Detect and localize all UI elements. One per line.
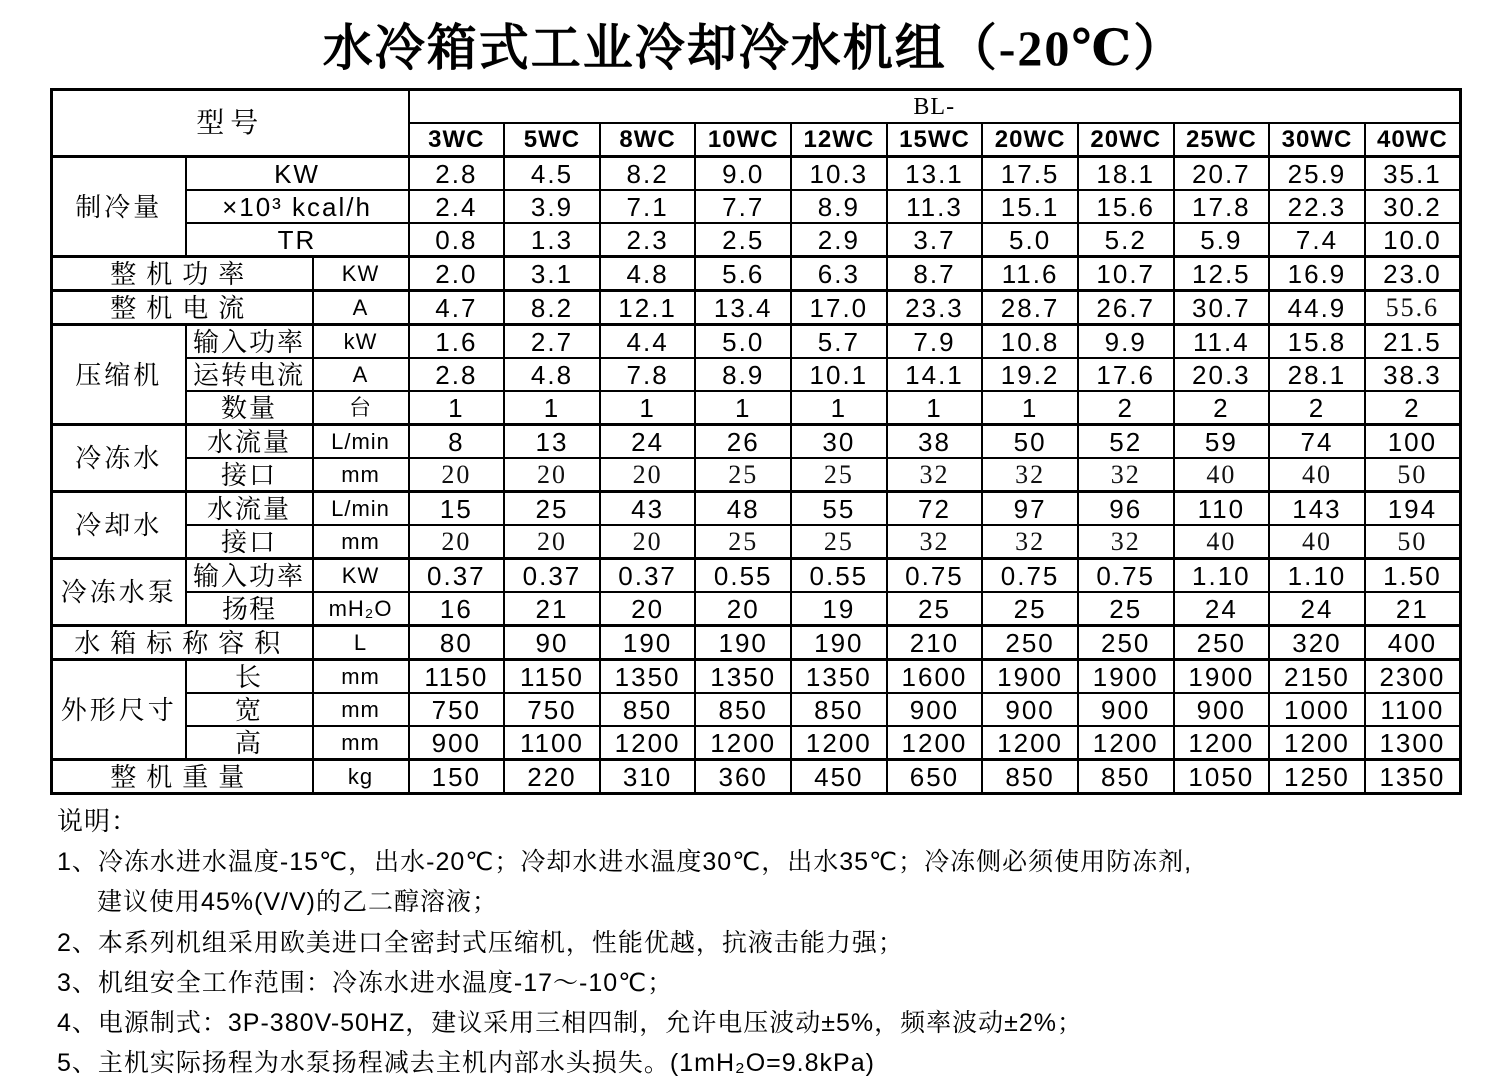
value-cell: 143: [1269, 492, 1365, 526]
value-cell: 1600: [887, 660, 983, 694]
value-cell: 1150: [409, 660, 505, 694]
value-cell: 9.0: [695, 157, 791, 191]
value-cell: 1350: [791, 660, 887, 694]
value-cell: 850: [600, 693, 696, 726]
value-cell: 900: [1174, 693, 1270, 726]
value-cell: 40: [1269, 525, 1365, 559]
value-cell: 1100: [504, 726, 600, 760]
value-cell: 5.0: [695, 325, 791, 359]
value-cell: 850: [1078, 760, 1174, 794]
value-cell: 850: [695, 693, 791, 726]
value-cell: 8.9: [695, 358, 791, 391]
row-label: 输入功率: [186, 559, 313, 593]
value-cell: 1: [600, 391, 696, 425]
value-cell: 26.7: [1078, 291, 1174, 325]
value-cell: 59: [1174, 425, 1270, 459]
row-label: 长: [186, 660, 313, 694]
value-cell: 320: [1269, 626, 1365, 660]
value-cell: 55: [791, 492, 887, 526]
value-cell: 4.4: [600, 325, 696, 359]
value-cell: 1: [504, 391, 600, 425]
value-cell: 190: [791, 626, 887, 660]
value-cell: 310: [600, 760, 696, 794]
unit-cell: KW: [313, 559, 409, 593]
row-label: 整机功率: [52, 257, 313, 291]
value-cell: 17.8: [1174, 190, 1270, 223]
value-cell: 1000: [1269, 693, 1365, 726]
row-label: 整机电流: [52, 291, 313, 325]
value-cell: 90: [504, 626, 600, 660]
value-cell: 19.2: [982, 358, 1078, 391]
value-cell: 5.0: [982, 223, 1078, 257]
value-cell: 96: [1078, 492, 1174, 526]
value-cell: 24: [1174, 592, 1270, 626]
value-cell: 4.8: [504, 358, 600, 391]
value-cell: 22.3: [1269, 190, 1365, 223]
value-cell: 1: [982, 391, 1078, 425]
value-cell: 20: [504, 525, 600, 559]
value-cell: 10.3: [791, 157, 887, 191]
value-cell: 100: [1365, 425, 1461, 459]
value-cell: 2.7: [504, 325, 600, 359]
unit-cell: mm: [313, 693, 409, 726]
value-cell: 900: [409, 726, 505, 760]
row-label: 扬程: [186, 592, 313, 626]
value-cell: 5.2: [1078, 223, 1174, 257]
value-cell: 25: [791, 525, 887, 559]
value-cell: 1.50: [1365, 559, 1461, 593]
value-cell: 10.8: [982, 325, 1078, 359]
value-cell: 2: [1269, 391, 1365, 425]
row-group-label: 制冷量: [52, 157, 186, 257]
value-cell: 1150: [504, 660, 600, 694]
row-label: 接口: [186, 458, 313, 492]
value-cell: 250: [982, 626, 1078, 660]
value-cell: 20.3: [1174, 358, 1270, 391]
value-cell: 50: [982, 425, 1078, 459]
value-cell: 8.2: [504, 291, 600, 325]
value-cell: 3.9: [504, 190, 600, 223]
value-cell: 40: [1174, 458, 1270, 492]
unit-cell: mm: [313, 660, 409, 694]
value-cell: 1200: [1269, 726, 1365, 760]
value-cell: 11.4: [1174, 325, 1270, 359]
value-cell: 24: [600, 425, 696, 459]
unit-cell: L/min: [313, 425, 409, 459]
unit-cell: mm: [313, 525, 409, 559]
value-cell: 28.7: [982, 291, 1078, 325]
value-cell: 12.5: [1174, 257, 1270, 291]
row-label: 整机重量: [52, 760, 313, 794]
note-item: 1、冷冻水进水温度-15℃，出水-20℃；冷却水进水温度30℃，出水35℃；冷冻侧必须使用防冻剂,: [57, 848, 1193, 876]
unit-cell: A: [313, 291, 409, 325]
value-cell: 210: [887, 626, 983, 660]
value-cell: 750: [409, 693, 505, 726]
row-label: 水流量: [186, 492, 313, 526]
value-cell: 190: [600, 626, 696, 660]
value-cell: 15.6: [1078, 190, 1174, 223]
value-cell: 250: [1078, 626, 1174, 660]
value-cell: 750: [504, 693, 600, 726]
value-cell: 1: [695, 391, 791, 425]
value-cell: 20.7: [1174, 157, 1270, 191]
notes-list: [57, 847, 1457, 1080]
value-cell: 1300: [1365, 726, 1461, 760]
value-cell: 18.1: [1078, 157, 1174, 191]
model-column-header: 25WC: [1174, 123, 1270, 157]
unit-cell: A: [313, 358, 409, 391]
value-cell: 1350: [1365, 760, 1461, 794]
value-cell: 13.4: [695, 291, 791, 325]
value-cell: 194: [1365, 492, 1461, 526]
value-cell: 28.1: [1269, 358, 1365, 391]
value-cell: 48: [695, 492, 791, 526]
model-column-header: 5WC: [504, 123, 600, 157]
value-cell: 2.9: [791, 223, 887, 257]
value-cell: 1100: [1365, 693, 1461, 726]
unit-cell: mH₂O: [313, 592, 409, 626]
unit-cell: kg: [313, 760, 409, 794]
value-cell: 21.5: [1365, 325, 1461, 359]
value-cell: 0.37: [409, 559, 505, 593]
value-cell: 11.3: [887, 190, 983, 223]
value-cell: 50: [1365, 525, 1461, 559]
value-cell: 52: [1078, 425, 1174, 459]
value-cell: 2: [1174, 391, 1270, 425]
unit-cell: mm: [313, 458, 409, 492]
value-cell: 38: [887, 425, 983, 459]
notes-section: [57, 801, 1457, 1080]
value-cell: 97: [982, 492, 1078, 526]
row-group-label: 冷冻水: [52, 425, 186, 492]
value-cell: 25: [791, 458, 887, 492]
value-cell: 17.6: [1078, 358, 1174, 391]
notes-heading: 说明：: [57, 806, 139, 836]
note-item: 3、机组安全工作范围：冷冻水进水温度-17～-10℃；: [57, 968, 674, 997]
note-item: 4、电源制式：3P-380V-50HZ，建议采用三相四制，允许电压波动±5%，频率波动±2%；: [57, 1009, 1083, 1037]
row-label: 水箱标称容积: [52, 626, 313, 660]
value-cell: 2150: [1269, 660, 1365, 694]
row-group-label: 外形尺寸: [52, 660, 186, 760]
value-cell: 2: [1078, 391, 1174, 425]
unit-cell: L: [313, 626, 409, 660]
value-cell: 1200: [1078, 726, 1174, 760]
model-header-label: 型号: [52, 90, 409, 157]
value-cell: 7.8: [600, 358, 696, 391]
value-cell: 4.8: [600, 257, 696, 291]
value-cell: 13: [504, 425, 600, 459]
value-cell: 10.7: [1078, 257, 1174, 291]
value-cell: 25: [695, 458, 791, 492]
value-cell: 9.9: [1078, 325, 1174, 359]
value-cell: 25: [504, 492, 600, 526]
value-cell: 20: [600, 592, 696, 626]
value-cell: 8: [409, 425, 505, 459]
row-label: 运转电流: [186, 358, 313, 391]
value-cell: 0.55: [695, 559, 791, 593]
value-cell: 25: [982, 592, 1078, 626]
value-cell: 110: [1174, 492, 1270, 526]
value-cell: 2.5: [695, 223, 791, 257]
value-cell: 21: [504, 592, 600, 626]
row-label: 水流量: [186, 425, 313, 459]
value-cell: 1200: [695, 726, 791, 760]
value-cell: 14.1: [887, 358, 983, 391]
value-cell: 0.37: [600, 559, 696, 593]
value-cell: 0.75: [1078, 559, 1174, 593]
unit-cell: kW: [313, 325, 409, 359]
value-cell: 32: [887, 525, 983, 559]
value-cell: 15.1: [982, 190, 1078, 223]
value-cell: 650: [887, 760, 983, 794]
value-cell: 0.75: [982, 559, 1078, 593]
value-cell: 1200: [982, 726, 1078, 760]
value-cell: 1: [887, 391, 983, 425]
value-cell: 400: [1365, 626, 1461, 660]
value-cell: 5.6: [695, 257, 791, 291]
row-label: 宽: [186, 693, 313, 726]
value-cell: 1200: [600, 726, 696, 760]
value-cell: 8.7: [887, 257, 983, 291]
value-cell: 3.1: [504, 257, 600, 291]
value-cell: 19: [791, 592, 887, 626]
value-cell: 20: [504, 458, 600, 492]
value-cell: 1350: [695, 660, 791, 694]
model-column-header: 30WC: [1269, 123, 1365, 157]
unit-cell: mm: [313, 726, 409, 760]
model-column-header: 8WC: [600, 123, 696, 157]
value-cell: 25: [695, 525, 791, 559]
value-cell: 13.1: [887, 157, 983, 191]
value-cell: 12.1: [600, 291, 696, 325]
note-item: 建议使用45%(V/V)的乙二醇溶液；: [97, 888, 498, 917]
value-cell: 190: [695, 626, 791, 660]
value-cell: 20: [409, 525, 505, 559]
value-cell: 4.7: [409, 291, 505, 325]
series-header-label: BL-: [409, 90, 1461, 124]
value-cell: 25: [1078, 592, 1174, 626]
value-cell: 2: [1365, 391, 1461, 425]
value-cell: 80: [409, 626, 505, 660]
row-label: 数量: [186, 391, 313, 425]
value-cell: 1050: [1174, 760, 1270, 794]
value-cell: 55.6: [1365, 291, 1461, 325]
value-cell: 1900: [1078, 660, 1174, 694]
value-cell: 15: [409, 492, 505, 526]
value-cell: 1.3: [504, 223, 600, 257]
value-cell: 1.10: [1174, 559, 1270, 593]
row-group-label: 冷冻水泵: [52, 559, 186, 626]
value-cell: 2.3: [600, 223, 696, 257]
note-item: 2、本系列机组采用欧美进口全密封式压缩机，性能优越，抗液击能力强；: [57, 928, 904, 957]
row-label: 接口: [186, 525, 313, 559]
spec-table: [50, 88, 1462, 795]
value-cell: 16.9: [1269, 257, 1365, 291]
value-cell: 32: [1078, 525, 1174, 559]
value-cell: 10.1: [791, 358, 887, 391]
row-label: 高: [186, 726, 313, 760]
value-cell: 40: [1174, 525, 1270, 559]
value-cell: 2.8: [409, 157, 505, 191]
value-cell: 1350: [600, 660, 696, 694]
value-cell: 1: [791, 391, 887, 425]
value-cell: 25.9: [1269, 157, 1365, 191]
value-cell: 8.9: [791, 190, 887, 223]
value-cell: 1200: [1174, 726, 1270, 760]
value-cell: 850: [982, 760, 1078, 794]
value-cell: 220: [504, 760, 600, 794]
value-cell: 1.10: [1269, 559, 1365, 593]
value-cell: 23.0: [1365, 257, 1461, 291]
value-cell: 7.4: [1269, 223, 1365, 257]
value-cell: 15.8: [1269, 325, 1365, 359]
value-cell: 4.5: [504, 157, 600, 191]
value-cell: 32: [982, 525, 1078, 559]
value-cell: 1900: [982, 660, 1078, 694]
value-cell: 0.37: [504, 559, 600, 593]
value-cell: 30.2: [1365, 190, 1461, 223]
value-cell: 2.8: [409, 358, 505, 391]
value-cell: 11.6: [982, 257, 1078, 291]
spec-table-body: [52, 90, 1461, 794]
value-cell: 50: [1365, 458, 1461, 492]
value-cell: 40: [1269, 458, 1365, 492]
value-cell: 2300: [1365, 660, 1461, 694]
value-cell: 7.7: [695, 190, 791, 223]
value-cell: 1200: [791, 726, 887, 760]
value-cell: 72: [887, 492, 983, 526]
value-cell: 30.7: [1174, 291, 1270, 325]
value-cell: 74: [1269, 425, 1365, 459]
value-cell: 10.0: [1365, 223, 1461, 257]
model-column-header: 20WC: [982, 123, 1078, 157]
value-cell: 900: [887, 693, 983, 726]
value-cell: 21: [1365, 592, 1461, 626]
row-label: KW: [186, 157, 409, 191]
value-cell: 1.6: [409, 325, 505, 359]
value-cell: 20: [600, 525, 696, 559]
value-cell: 35.1: [1365, 157, 1461, 191]
row-group-label: 冷却水: [52, 492, 186, 559]
value-cell: 0.8: [409, 223, 505, 257]
value-cell: 7.1: [600, 190, 696, 223]
value-cell: 7.9: [887, 325, 983, 359]
value-cell: 17.0: [791, 291, 887, 325]
model-column-header: 15WC: [887, 123, 983, 157]
value-cell: 900: [1078, 693, 1174, 726]
value-cell: 1: [409, 391, 505, 425]
value-cell: 44.9: [1269, 291, 1365, 325]
value-cell: 32: [887, 458, 983, 492]
value-cell: 20: [409, 458, 505, 492]
value-cell: 32: [982, 458, 1078, 492]
value-cell: 2.4: [409, 190, 505, 223]
value-cell: 1900: [1174, 660, 1270, 694]
value-cell: 43: [600, 492, 696, 526]
value-cell: 0.55: [791, 559, 887, 593]
value-cell: 26: [695, 425, 791, 459]
unit-cell: 台: [313, 391, 409, 425]
value-cell: 24: [1269, 592, 1365, 626]
value-cell: 20: [600, 458, 696, 492]
value-cell: 38.3: [1365, 358, 1461, 391]
value-cell: 1250: [1269, 760, 1365, 794]
value-cell: 3.7: [887, 223, 983, 257]
row-label: TR: [186, 223, 409, 257]
value-cell: 360: [695, 760, 791, 794]
value-cell: 32: [1078, 458, 1174, 492]
value-cell: 2.0: [409, 257, 505, 291]
model-column-header: 12WC: [791, 123, 887, 157]
model-column-header: 10WC: [695, 123, 791, 157]
row-group-label: 压缩机: [52, 325, 186, 425]
value-cell: 1200: [887, 726, 983, 760]
value-cell: 900: [982, 693, 1078, 726]
row-label: 输入功率: [186, 325, 313, 359]
unit-cell: KW: [313, 257, 409, 291]
model-column-header: 20WC: [1078, 123, 1174, 157]
value-cell: 0.75: [887, 559, 983, 593]
model-column-header: 3WC: [409, 123, 505, 157]
note-item: 5、主机实际扬程为水泵扬程减去主机内部水头损失。(1mH₂O=9.8kPa): [57, 1049, 875, 1078]
value-cell: 23.3: [887, 291, 983, 325]
row-label: ×10³ kcal/h: [186, 190, 409, 223]
page-title: 水冷箱式工业冷却冷水机组（-20℃）: [322, 20, 1186, 76]
value-cell: 25: [887, 592, 983, 626]
value-cell: 8.2: [600, 157, 696, 191]
value-cell: 250: [1174, 626, 1270, 660]
value-cell: 6.3: [791, 257, 887, 291]
unit-cell: L/min: [313, 492, 409, 526]
value-cell: 5.9: [1174, 223, 1270, 257]
value-cell: 450: [791, 760, 887, 794]
value-cell: 150: [409, 760, 505, 794]
model-column-header: 40WC: [1365, 123, 1461, 157]
value-cell: 20: [695, 592, 791, 626]
value-cell: 30: [791, 425, 887, 459]
value-cell: 16: [409, 592, 505, 626]
value-cell: 17.5: [982, 157, 1078, 191]
value-cell: 850: [791, 693, 887, 726]
value-cell: 5.7: [791, 325, 887, 359]
